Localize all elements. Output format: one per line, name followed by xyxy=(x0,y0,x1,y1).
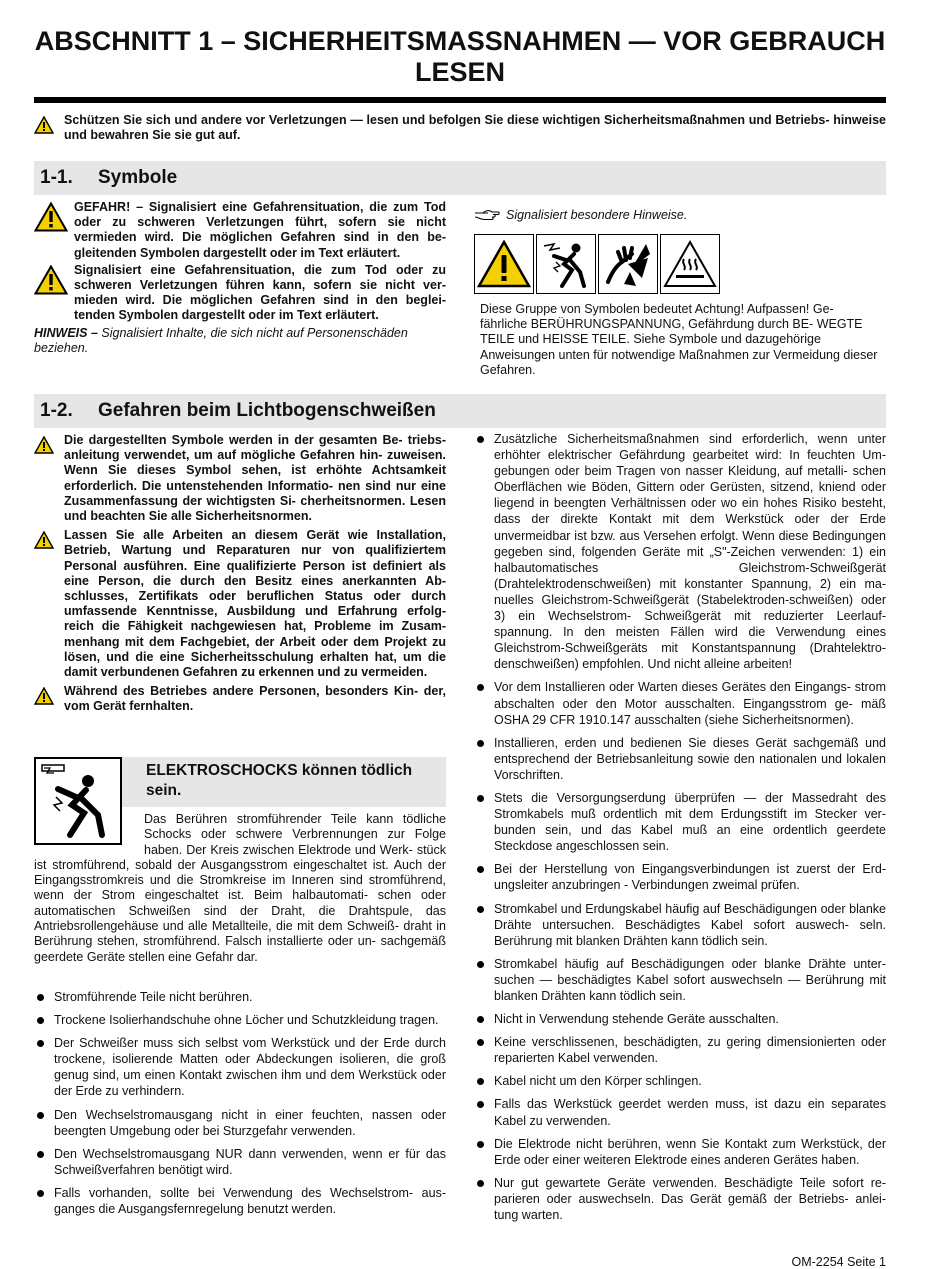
list-item: Der Schweißer muss sich selbst vom Werkstück und der Erde durch trockene, isolierende Matten oder Abdeckungen isolieren, die groß genug sind, um einen Kontakt zwischen ihm und dem Werkstück oder der Erde zu verhindern. xyxy=(34,1035,446,1099)
right-bullet-list xyxy=(474,431,886,1230)
title-rule xyxy=(34,97,886,103)
list-item: Kabel nicht um den Körper schlingen. xyxy=(474,1073,886,1089)
danger-text: GEFAHR! – Signalisiert eine Gefahrensituation, die zum Tod oder zu schweren Verletzungen führt, sofern sie nicht vermieden wird. Die möglichen Gefahren sind in den be- gleitenden Symbolen dargestellt oder im Text erläutert. xyxy=(74,200,446,260)
hot-surface-icon xyxy=(662,239,718,289)
notice-label: HINWEIS – xyxy=(34,325,98,340)
list-item: Bei der Herstellung von Eingangsverbindungen ist zuerst der Erd- ungsleiter anzubringen - Verbindungen zweimal prüfen. xyxy=(474,861,886,893)
list-item: Zusätzliche Sicherheitsmaßnahmen sind erforderlich, wenn unter erhöhter elektrischer Gefährdung gearbeitet wird: In feuchten Um- gebungen oder beim Tragen von nasser Kleidung, auf metalli- schen Oberflächen wie Böden, Gittern oder Gerüsten, sitzend, kniend oder liegend in beengten Verhältnissen oder wo ein hohes Risiko besteht, dass der direkte Kontakt mit dem Werkstück oder der Erde unvermeidbar ist bzw. aus Versehen erfolgt. Wenn diese Bedingungen gegeben sind, folgenden Geräte mit „S"-Zeichen verwenden: 1) ein halbautomatisches Gleichstrom-Schweißgerät (Drahtelektrodenschweißen) mit konstanter Spannung, 2) ein ma- nuelles Gleichstrom-Schweißgerät (Stabelektroden-schweißen) oder 3) ein Wechselstrom- Schweißgerät mit reduzierter Leerlauf- spannung. In den meisten Fällen wird die Verwendung eines Gleichstrom-Schweißgeräts mit Konstantspannung (Drahtelektro- denschweißen) empfohlen. Und nicht alleine arbeiten! xyxy=(474,431,886,672)
warning-text-2: Lassen Sie alle Arbeiten an diesem Gerät wie Installation, Betrieb, Wartung und Reparaturen nur von qualifiziertem Personal ausführen. Eine qualifizierte Person ist definiert als eine Person, die durch den Besitz eines anerkannten Ab- schlusses, Zertifikats oder beruflichen Status oder durch umfassende Kenntnisse, Ausbildung und Erfahrung erfolg- reich die Fähigkeit nachgewiesen hat, Probleme im Zusam- menhang mit dem Fachgebiet, der Arbeit oder dem Projekt zu lösen, und die eine Sicherheitsschulung erhalten hat, um die damit verbundenen Gefahren zu erkennen und zu vermeiden. xyxy=(64,528,446,680)
warning-block-2 xyxy=(34,528,446,680)
hint-text: Signalisiert besondere Hinweise. xyxy=(506,208,688,222)
notice-block xyxy=(34,326,446,356)
section-1-2-left-column xyxy=(34,433,446,715)
intro-text: Schützen Sie sich und andere vor Verletzungen — lesen und befolgen Sie diese wichtigen Sicherheitsmaßnahmen und Betriebs- hinweise und bewahren Sie sie gut auf. xyxy=(64,113,886,142)
hazard-text-block xyxy=(34,812,446,965)
list-item: Falls das Werkstück geerdet werden muss, ist dazu ein separates Kabel zu verwenden. xyxy=(474,1096,886,1128)
moving-parts-hand-icon xyxy=(602,238,654,290)
list-item: Keine verschlissenen, beschädigten, zu gering dimensionierten oder reparierten Kabel verwenden. xyxy=(474,1034,886,1066)
page-footer: OM-2254 Seite 1 xyxy=(791,1255,886,1269)
section-number: 1-2. xyxy=(40,400,73,421)
list-item: Stromkabel häufig auf Beschädigungen oder blanke Drähte unter- suchen — beschädigtes Kabel sofort auswechseln — Berührung mit blanken Drähten kann tödlich sein. xyxy=(474,956,886,1004)
float-spacer xyxy=(34,812,144,852)
list-item: Falls vorhanden, sollte bei Verwendung des Wechselstrom- aus- ganges die Ausgangsfernregelung benutzt werden. xyxy=(34,1185,446,1217)
list-item: Nur gut gewartete Geräte verwenden. Beschädigte Teile sofort re- parieren oder auswechseln. Das Gerät gemäß der Betriebs- anlei- tung warten. xyxy=(474,1175,886,1223)
hot-parts-symbol xyxy=(660,234,720,294)
warning-triangle-icon xyxy=(34,687,54,705)
page-title: ABSCHNITT 1 – SICHERHEITSMASSNAHMEN — VOR GEBRAUCH LESEN xyxy=(34,26,886,87)
warning-triangle-icon xyxy=(34,265,68,295)
section-number: 1-1. xyxy=(40,167,73,188)
warning-triangle-icon xyxy=(476,239,532,289)
group-text: Diese Gruppe von Symbolen bedeutet Achtung! Aufpassen! Ge- fährliche BERÜHRUNGSPANNUNG, Gefährdung durch BE- WEGTE TEILE und HEISSE TEILE. Siehe Symbole und dazugehörige Anweisungen unten für notwendige Maßnahmen zur Vermeidung dieser Gefahren. xyxy=(480,302,878,377)
section-1-2-header xyxy=(34,394,886,428)
warning-block-3 xyxy=(34,684,446,714)
hazard-text: Das Berühren stromführender Teile kann tödliche Schocks oder schwere Verbrennungen zur Folge haben. Der Kreis zwischen Elektrode und Werk- stück ist stromführend, sobald der Ausgangsstrom eingeschaltet ist. Auch der Eingangsstromkreis und die Stromkreise im Inneren sind stromführend, wenn der Strom eingeschaltet ist. Beim halbautomati- schen oder automatischen Schweißen sind der Draht, die Drahtspule, das Antriebsrollengehäuse und alle Metallteile, die mit dem Schweiß- draht in Berührung stehen, stromführend. Falsch installierte oder un- sachgemäß geerdete Geräte stellen eine Gefahr dar. xyxy=(34,812,446,964)
left-bullet-list xyxy=(34,989,446,1224)
hazard-title: ELEKTROSCHOCKS können tödlich sein. xyxy=(122,757,446,807)
caution-symbol xyxy=(474,234,534,294)
list-item: Den Wechselstromausgang NUR dann verwenden, wenn er für das Schweißverfahren benötigt wird. xyxy=(34,1146,446,1178)
warning-block xyxy=(34,263,446,324)
intro-block xyxy=(34,113,886,143)
pointing-hand-icon xyxy=(474,209,500,221)
hint-row xyxy=(474,208,886,226)
symbol-group xyxy=(474,234,886,294)
warning-text: Signalisiert eine Gefahrensituation, die zum Tod oder zu schweren Verletzungen führen kann, sofern sie nicht ver- mieden wird. Die möglichen Gefahren sind in den beglei- tenden Symbolen dargestellt oder im Text erläutert. xyxy=(74,262,446,323)
list-item: Stromführende Teile nicht berühren. xyxy=(34,989,446,1005)
warning-triangle-icon xyxy=(34,436,54,454)
warning-text-3: Während des Betriebes andere Personen, besonders Kin- der, vom Gerät fernhalten. xyxy=(64,684,446,714)
list-item: Den Wechselstromausgang nicht in einer feuchten, nassen oder beengten Umgebung oder bei Sturzgefahr verwenden. xyxy=(34,1107,446,1139)
list-item: Installieren, erden und bedienen Sie dieses Gerät sachgemäß und entsprechend der Betriebsanleitung sowie den nationalen und lokalen Vorschriften. xyxy=(474,735,886,783)
list-item: Stets die Versorgungserdung überprüfen — der Massedraht des Stromkabels muß ordentlich mit dem Erdungsstift im Stecker ver- bunden sein, und das Kabel muß an eine ordentlich geerdete Steckdose angeschlossen sein. xyxy=(474,790,886,854)
danger-block xyxy=(34,200,446,261)
symbols-right-column xyxy=(474,208,886,378)
section-title: Gefahren beim Lichtbogenschweißen xyxy=(98,400,436,421)
moving-parts-symbol xyxy=(598,234,658,294)
warning-block-1 xyxy=(34,433,446,524)
list-item: Stromkabel und Erdungskabel häufig auf Beschädigungen oder blanke Drähte untersuchen. Beschädigtes Kabel sofort auswech- seln. Berührung mit blanken Drähten kann tödlich sein. xyxy=(474,901,886,949)
warning-text-1: Die dargestellten Symbole werden in der gesamten Be- triebs- anleitung verwendet, um auf mögliche Gefahren hin- zuweisen. Wenn Sie dieses Symbol sehen, ist erhöhte Achtsamkeit erforderlich. Die untenstehenden Informatio- nen sind nur eine Zusammenfassung der wichtigsten Si- cherheitsnormen. Lesen und beachten Sie alle Sicherheitsnormen. xyxy=(64,433,446,524)
notice-text: Signalisiert Inhalte, die sich nicht auf Personenschäden beziehen. xyxy=(34,325,408,355)
section-1-1-header xyxy=(34,161,886,195)
danger-triangle-icon xyxy=(34,202,68,232)
electric-shock-symbol xyxy=(536,234,596,294)
warning-triangle-icon xyxy=(34,531,54,549)
section-title: Symbole xyxy=(98,167,178,188)
symbols-left-column xyxy=(34,200,446,356)
warning-triangle-icon xyxy=(34,116,54,134)
list-item: Die Elektrode nicht berühren, wenn Sie Kontakt zum Werkstück, der Erde oder einer weiteren Elektrode eines anderen Gerätes haben. xyxy=(474,1136,886,1168)
list-item: Nicht in Verwendung stehende Geräte ausschalten. xyxy=(474,1011,886,1027)
list-item: Trockene Isolierhandschuhe ohne Löcher und Schutzkleidung tragen. xyxy=(34,1012,446,1028)
list-item: Vor dem Installieren oder Warten dieses Gerätes den Eingangs- strom abschalten oder den Motor ausschalten. Eingangsstrom ge- mäß OSHA 29 CFR 1910.147 ausschalten (siehe Sicherheitsnormen). xyxy=(474,679,886,727)
electric-shock-icon xyxy=(540,238,592,290)
